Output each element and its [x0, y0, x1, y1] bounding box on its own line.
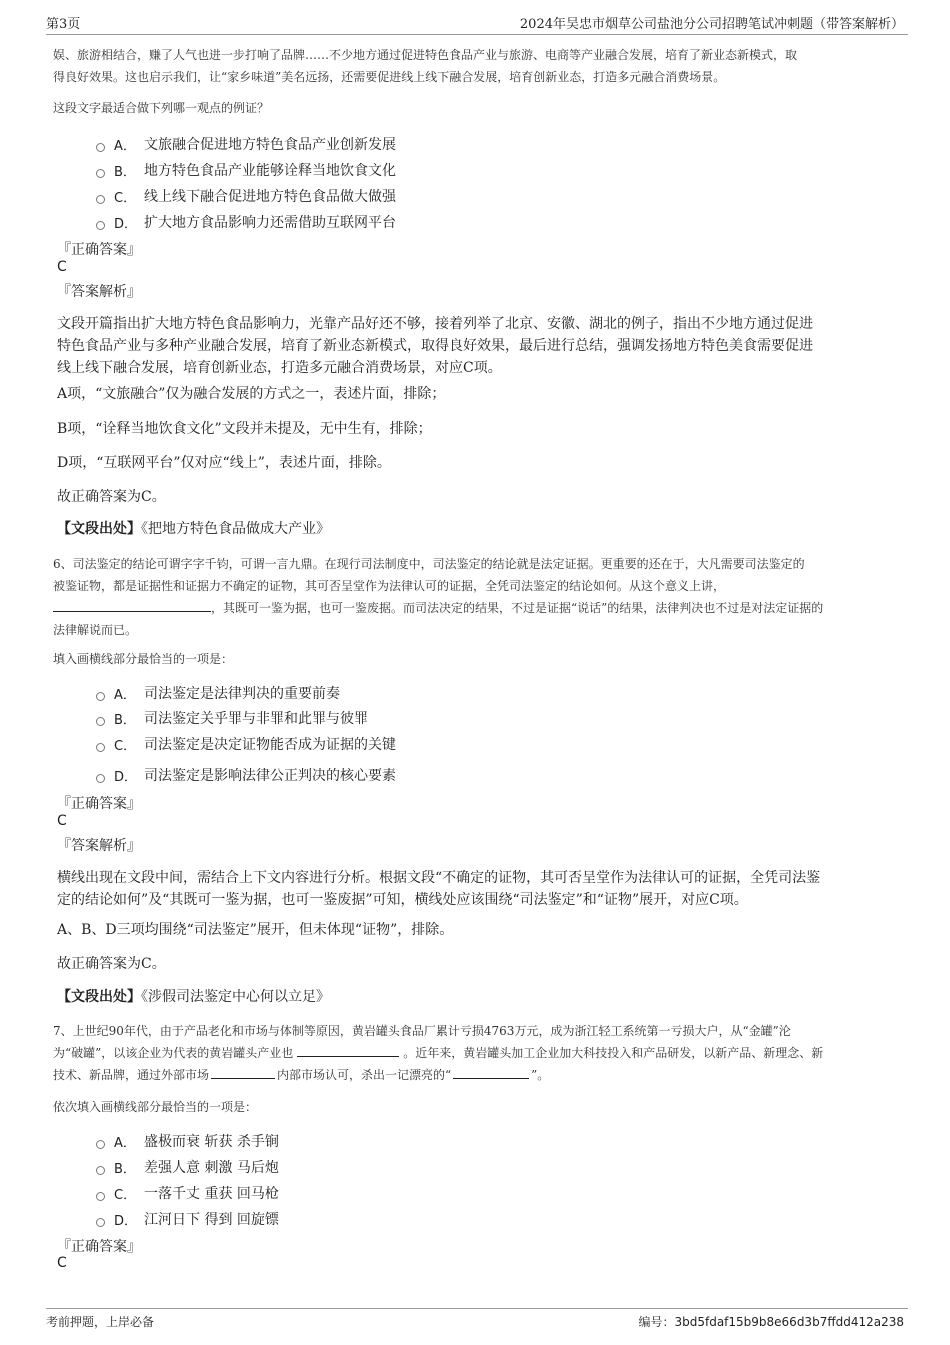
q5-item-a: A项，“文旅融合”仅为融合发展的方式之一，表述片面，排除； [57, 386, 446, 402]
q6-answer-heading: 『正确答案』 [57, 796, 141, 812]
q6-prompt: 填入画横线部分最恰当的一项是： [53, 652, 234, 666]
q6-option-b[interactable]: B． 司法鉴定关乎罪与非罪和此罪与彼罪 [96, 708, 368, 728]
q6-option-a[interactable]: A． 司法鉴定是法律判决的重要前奏 [96, 683, 340, 703]
fill-blank [211, 1066, 275, 1079]
q7-option-a[interactable]: A． 盛极而衰 斩获 杀手锏 [96, 1131, 279, 1151]
q6-item-abd: A、B、D三项均围绕“司法鉴定”展开，但未体现“证物”，排除。 [57, 922, 454, 938]
q5-analysis-heading: 『答案解析』 [57, 284, 141, 300]
q5-option-b[interactable]: B． 地方特色食品产业能够诠释当地饮食文化 [96, 160, 396, 180]
radio-icon[interactable] [96, 143, 105, 152]
q5-item-b: B项，“诠释当地饮食文化”文段并未提及，无中生有，排除； [57, 421, 432, 437]
q7-answer-heading: 『正确答案』 [57, 1239, 141, 1255]
document-title: 2024年吴忠市烟草公司盐池分公司招聘笔试冲刺题（带答案解析） [519, 17, 904, 32]
radio-icon[interactable] [96, 743, 105, 752]
q6-source: 【文段出处】《涉假司法鉴定中心何以立足》 [57, 989, 330, 1005]
q5-conclusion: 故正确答案为C。 [57, 489, 166, 505]
q6-passage: 6、司法鉴定的结论可谓字字千钧，可谓一言九鼎。在现行司法制度中，司法鉴定的结论就是法定证据。更重要的还在于，大凡需要司法鉴定的 被鉴证物，都是证据性和证据力不确定的证物，其可否呈堂作为法律认可的证据，全凭司法鉴定的结论如何。从这个意义上讲， ，其既可一鉴为据，也可一鉴废据。而司法决定的结果，不过是证据“说话”的结果，法律判决也不过是对法定证据的 法律解说而已。 [53, 557, 824, 637]
fill-blank [53, 599, 211, 612]
footer-slogan: 考前押题，上岸必备 [46, 1315, 155, 1329]
q6-answer: C [57, 813, 67, 829]
radio-icon[interactable] [96, 195, 105, 204]
q5-source: 【文段出处】《把地方特色食品做成大产业》 [57, 521, 330, 537]
radio-icon[interactable] [96, 1218, 105, 1227]
q7-option-d[interactable]: D． 江河日下 得到 回旋镖 [96, 1209, 279, 1229]
radio-icon[interactable] [96, 221, 105, 230]
q7-passage: 7、上世纪90年代，由于产品老化和市场与体制等原因，黄岩罐头食品厂累计亏损4763万元，成为浙江轻工系统第一亏损大户，从“金罐”沦 为“破罐”，以该企业为代表的黄岩罐头产业也 。近年来，黄岩罐头加工企业加大科技投入和产品研发，以新产品、新理念、新 技术、新品牌，通过外部市场 内部市场认可，杀出一记漂亮的“ ”。 [53, 1024, 824, 1082]
q7-option-c[interactable]: C． 一落千丈 重获 回马枪 [96, 1183, 279, 1203]
radio-icon[interactable] [96, 1192, 105, 1201]
radio-icon[interactable] [96, 1140, 105, 1149]
fill-blank [453, 1066, 529, 1079]
q5-option-a[interactable]: A． 文旅融合促进地方特色食品产业创新发展 [96, 134, 396, 154]
q5-option-c[interactable]: C． 线上线下融合促进地方特色食品做大做强 [96, 186, 396, 206]
fill-blank [297, 1044, 399, 1057]
q6-analysis-heading: 『答案解析』 [57, 838, 141, 854]
q5-item-d: D项，“互联网平台”仅对应“线上”，表述片面，排除。 [57, 455, 391, 471]
footer-id: 编号：3bd5fdaf15b9b8e66d3b7ffdd412a238 [638, 1315, 904, 1329]
q7-option-b[interactable]: B． 差强人意 刺激 马后炮 [96, 1157, 279, 1177]
q5-prompt: 这段文字最适合做下列哪一观点的例证？ [53, 101, 270, 115]
q6-conclusion: 故正确答案为C。 [57, 956, 166, 972]
radio-icon[interactable] [96, 692, 105, 701]
radio-icon[interactable] [96, 169, 105, 178]
radio-icon[interactable] [96, 774, 105, 783]
q5-analysis: 文段开篇指出扩大地方特色食品影响力，光靠产品好还不够，接着列举了北京、安徽、湖北的例子，指出不少地方通过促进 特色食品产业与多种产业融合发展，培育了新业态新模式，取得良好效果，最后进行总结，强调发扬地方特色美食需要促进 线上线下融合发展，培育创新业态，打造多元融合消费场景，对应C项。 [57, 316, 813, 376]
q6-analysis: 横线出现在文段中间，需结合上下文内容进行分析。根据文段“不确定的证物，其可否呈堂作为法律认可的证据，全凭司法鉴 定的结论如何”及“其既可一鉴为据，也可一鉴废据”可知，横线处应该围绕“司法鉴定”和“证物”展开，对应C项。 [57, 870, 821, 908]
radio-icon[interactable] [96, 717, 105, 726]
q5-passage: 娱、旅游相结合，赚了人气也进一步打响了品牌……不少地方通过促进特色食品产业与旅游、电商等产业融合发展，培育了新业态新模式，取 得良好效果。这也启示我们，让“家乡味道”美名远扬，还需要促进线上线下融合发展，培育创新业态，打造多元融合消费场景。 [53, 48, 798, 84]
q7-answer: C [57, 1255, 67, 1271]
footer-rule [46, 1308, 908, 1309]
page-number: 第3页 [46, 17, 81, 32]
q6-option-d[interactable]: D． 司法鉴定是影响法律公正判决的核心要素 [96, 765, 396, 785]
q7-prompt: 依次填入画横线部分最恰当的一项是： [53, 1100, 258, 1114]
q5-option-d[interactable]: D． 扩大地方食品影响力还需借助互联网平台 [96, 212, 396, 232]
q6-option-c[interactable]: C． 司法鉴定是决定证物能否成为证据的关键 [96, 734, 396, 754]
q5-answer: C [57, 259, 67, 275]
header-rule [46, 34, 908, 35]
q5-answer-heading: 『正确答案』 [57, 242, 141, 258]
radio-icon[interactable] [96, 1166, 105, 1175]
